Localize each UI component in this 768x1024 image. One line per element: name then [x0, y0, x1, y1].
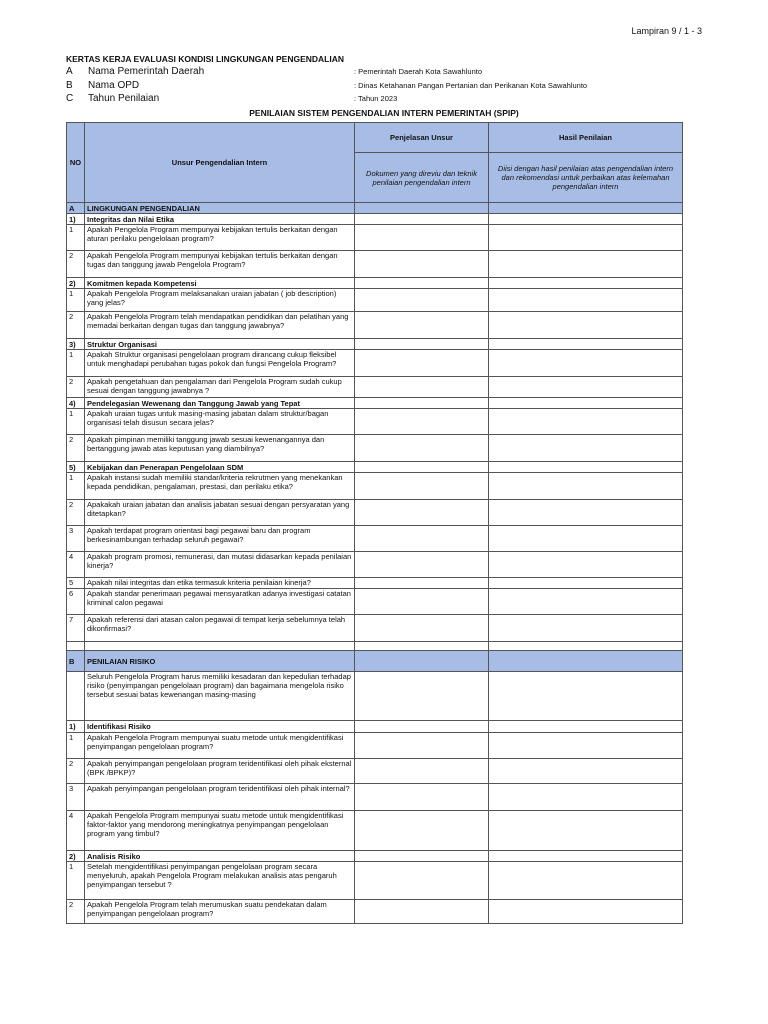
subsection-row — [67, 462, 683, 473]
row-penjelasan-cell — [355, 672, 489, 721]
table-row — [67, 409, 683, 435]
table-body — [67, 203, 683, 924]
row-penjelasan-cell — [355, 552, 489, 578]
table-row — [67, 435, 683, 462]
row-penjelasan-cell — [355, 350, 489, 377]
header-hasil-sub: Diisi dengan hasil penilaian atas pengendalian intern dan rekomendasi untuk perbaikan atas kelemahan pengendalian intern — [489, 153, 683, 203]
row-hasil-cell — [489, 651, 683, 672]
row-penjelasan-cell — [355, 462, 489, 473]
row-hasil-cell — [489, 473, 683, 500]
row-no: 2 — [67, 500, 85, 526]
row-penjelasan-cell — [355, 225, 489, 251]
row-penjelasan-cell — [355, 526, 489, 552]
row-penjelasan-cell — [355, 409, 489, 435]
row-hasil-cell — [489, 642, 683, 651]
row-no: 2 — [67, 900, 85, 924]
subsection-row — [67, 278, 683, 289]
table-row — [67, 784, 683, 811]
row-hasil-cell — [489, 500, 683, 526]
meta-label: Nama OPD — [88, 80, 140, 91]
table-row — [67, 473, 683, 500]
row-text: Setelah mengidentifikasi penyimpangan pengelolaan program secara menyeluruh, apakah Pengelola Program melakukan analisis atas pengaruh penyimpangan tersebut ? — [85, 862, 355, 900]
meta-value: : Pemerintah Daerah Kota Sawahlunto — [354, 67, 482, 76]
meta-key: C — [66, 93, 74, 104]
header-penjelasan-sub: Dokumen yang direviu dan teknik penilaian pengendalian intern — [355, 153, 489, 203]
row-text: LINGKUNGAN PENGENDALIAN — [85, 203, 355, 214]
row-no: 7 — [67, 615, 85, 642]
row-no: 1 — [67, 409, 85, 435]
row-hasil-cell — [489, 721, 683, 733]
row-no: 2) — [67, 851, 85, 862]
row-text: Apakakah uraian jabatan dan analisis jabatan sesuai dengan persyaratan yang ditetapkan? — [85, 500, 355, 526]
row-text: Integritas dan Nilai Etika — [85, 214, 355, 225]
table-row — [67, 589, 683, 615]
row-hasil-cell — [489, 278, 683, 289]
table-row — [67, 312, 683, 339]
row-text: Komitmen kepada Kompetensi — [85, 278, 355, 289]
row-hasil-cell — [489, 615, 683, 642]
row-penjelasan-cell — [355, 811, 489, 851]
row-penjelasan-cell — [355, 278, 489, 289]
row-no: 1 — [67, 862, 85, 900]
row-text — [85, 642, 355, 651]
table-row — [67, 251, 683, 278]
subsection-row — [67, 339, 683, 350]
row-penjelasan-cell — [355, 651, 489, 672]
row-no: 1) — [67, 721, 85, 733]
row-text: Kebijakan dan Penerapan Pengelolaan SDM — [85, 462, 355, 473]
document-title: KERTAS KERJA EVALUASI KONDISI LINGKUNGAN PENGENDALIAN — [66, 54, 344, 64]
meta-value: : Dinas Ketahanan Pangan Pertanian dan Perikanan Kota Sawahlunto — [354, 81, 588, 90]
row-no: A — [67, 203, 85, 214]
row-penjelasan-cell — [355, 642, 489, 651]
row-text: Identifikasi Risiko — [85, 721, 355, 733]
row-penjelasan-cell — [355, 578, 489, 589]
row-no: 6 — [67, 589, 85, 615]
lampiran-label: Lampiran 9 / 1 - 3 — [631, 26, 702, 36]
row-hasil-cell — [489, 578, 683, 589]
row-text: Apakah terdapat program orientasi bagi pegawai baru dan program berkesinambungan terhadap seluruh pegawai? — [85, 526, 355, 552]
table-row — [67, 578, 683, 589]
row-hasil-cell — [489, 672, 683, 721]
header-penjelasan: Penjelasan Unsur — [355, 123, 489, 153]
row-no: 1 — [67, 289, 85, 312]
row-no — [67, 672, 85, 721]
table-row — [67, 500, 683, 526]
row-hasil-cell — [489, 377, 683, 398]
row-penjelasan-cell — [355, 203, 489, 214]
row-hasil-cell — [489, 589, 683, 615]
row-text: Analisis Risiko — [85, 851, 355, 862]
row-text: Apakah program promosi, remunerasi, dan mutasi didasarkan kepada penilaian kinerja? — [85, 552, 355, 578]
row-text: Apakah Pengelola Program telah mendapatkan pendidikan dan pelatihan yang memadai berkaitan dengan tugas dan tanggung jawabnya? — [85, 312, 355, 339]
row-no: 1 — [67, 733, 85, 759]
row-text: Apakah referensi dari atasan calon pegawai di tempat kerja sebelumnya telah dikonfirmasi? — [85, 615, 355, 642]
row-hasil-cell — [489, 851, 683, 862]
header-hasil: Hasil Penilaian — [489, 123, 683, 153]
row-penjelasan-cell — [355, 251, 489, 278]
row-no: 4 — [67, 811, 85, 851]
row-text: Apakah Pengelola Program mempunyai kebijakan tertulis berkaitan dengan aturan perilaku pengelolaan program? — [85, 225, 355, 251]
table-row — [67, 225, 683, 251]
row-penjelasan-cell — [355, 339, 489, 350]
row-hasil-cell — [489, 251, 683, 278]
row-penjelasan-cell — [355, 435, 489, 462]
row-no: 1 — [67, 225, 85, 251]
meta-row-a — [66, 66, 204, 77]
table-row — [67, 862, 683, 900]
row-text: Apakah instansi sudah memiliki standar/kriteria rekrutmen yang menekankan kepada pendidikan, pengalaman, prestasi, dan perilaku etika? — [85, 473, 355, 500]
table-row — [67, 615, 683, 642]
row-penjelasan-cell — [355, 589, 489, 615]
row-no: 4 — [67, 552, 85, 578]
row-hasil-cell — [489, 289, 683, 312]
row-text: Struktur Organisasi — [85, 339, 355, 350]
row-penjelasan-cell — [355, 900, 489, 924]
row-penjelasan-cell — [355, 733, 489, 759]
table-row — [67, 526, 683, 552]
row-text: Apakah Pengelola Program mempunyai suatu metode untuk mengidentifikasi penyimpangan pengelolaan program? — [85, 733, 355, 759]
row-penjelasan-cell — [355, 377, 489, 398]
table-row — [67, 811, 683, 851]
row-hasil-cell — [489, 462, 683, 473]
meta-key: B — [66, 80, 73, 91]
meta-row-c — [66, 93, 159, 104]
row-text: Apakah Pengelola Program telah merumuskan suatu pendekatan dalam penyimpangan pengelolaan program? — [85, 900, 355, 924]
row-hasil-cell — [489, 435, 683, 462]
row-penjelasan-cell — [355, 500, 489, 526]
row-hasil-cell — [489, 409, 683, 435]
subsection-row — [67, 851, 683, 862]
row-no: 3 — [67, 526, 85, 552]
table-row — [67, 350, 683, 377]
row-no — [67, 642, 85, 651]
row-text: Apakah standar penerimaan pegawai mensyaratkan adanya investigasi catatan kriminal calon pegawai — [85, 589, 355, 615]
row-no: 3 — [67, 784, 85, 811]
spip-title: PENILAIAN SISTEM PENGENDALIAN INTERN PEMERINTAH (SPIP) — [249, 108, 519, 118]
subsection-row — [67, 214, 683, 225]
table-row — [67, 672, 683, 721]
row-penjelasan-cell — [355, 784, 489, 811]
row-hasil-cell — [489, 203, 683, 214]
meta-key: A — [66, 66, 73, 77]
row-hasil-cell — [489, 900, 683, 924]
section-row — [67, 651, 683, 672]
row-penjelasan-cell — [355, 289, 489, 312]
row-text: Apakah uraian tugas untuk masing-masing jabatan dalam struktur/bagan organisasi telah disusun secara jelas? — [85, 409, 355, 435]
row-penjelasan-cell — [355, 214, 489, 225]
meta-label: Tahun Penilaian — [88, 93, 160, 104]
table-row — [67, 552, 683, 578]
table-row — [67, 289, 683, 312]
row-penjelasan-cell — [355, 721, 489, 733]
row-hasil-cell — [489, 733, 683, 759]
row-no: 1 — [67, 473, 85, 500]
row-no: 2 — [67, 251, 85, 278]
meta-row-b — [66, 80, 139, 91]
evaluation-table — [66, 122, 683, 924]
row-no: 2) — [67, 278, 85, 289]
row-no: 4) — [67, 398, 85, 409]
row-text: Apakah penyimpangan pengelolaan program teridentifikasi oleh pihak eksternal (BPK /BPKP)? — [85, 759, 355, 784]
row-hasil-cell — [489, 350, 683, 377]
table-row — [67, 900, 683, 924]
row-text: Apakah penyimpangan pengelolaan program teridentifikasi oleh pihak internal? — [85, 784, 355, 811]
row-no: B — [67, 651, 85, 672]
row-hasil-cell — [489, 862, 683, 900]
row-hasil-cell — [489, 339, 683, 350]
row-text: Apakah pimpinan memiliki tanggung jawab sesuai kewenangannya dan bertanggung jawab atas keputusan yang diambilnya? — [85, 435, 355, 462]
row-text: Pendelegasian Wewenang dan Tanggung Jawab yang Tepat — [85, 398, 355, 409]
row-no: 2 — [67, 435, 85, 462]
table-row — [67, 377, 683, 398]
meta-label: Nama Pemerintah Daerah — [88, 66, 205, 77]
row-hasil-cell — [489, 552, 683, 578]
row-text: Apakah Struktur organisasi pengelolaan program dirancang cukup fleksibel untuk menghadapi perubahan tugas pokok dan fungsi Pengelola Program? — [85, 350, 355, 377]
row-no: 5 — [67, 578, 85, 589]
row-penjelasan-cell — [355, 759, 489, 784]
row-text: Apakah pengetahuan dan pengalaman dari Pengelola Program sudah cukup sesuai dengan tanggung jawabnya ? — [85, 377, 355, 398]
row-no: 1 — [67, 350, 85, 377]
row-hasil-cell — [489, 214, 683, 225]
row-hasil-cell — [489, 398, 683, 409]
row-no: 2 — [67, 759, 85, 784]
row-penjelasan-cell — [355, 473, 489, 500]
row-penjelasan-cell — [355, 862, 489, 900]
table-row — [67, 642, 683, 651]
header-no: NO — [67, 123, 85, 203]
row-text: Apakah Pengelola Program mempunyai suatu metode untuk mengidentifikasi faktor-faktor yang mendorong meningkatnya penyimpangan pengelolaan program yang timbul? — [85, 811, 355, 851]
row-penjelasan-cell — [355, 398, 489, 409]
row-text: PENILAIAN RISIKO — [85, 651, 355, 672]
row-no: 1) — [67, 214, 85, 225]
row-hasil-cell — [489, 784, 683, 811]
row-hasil-cell — [489, 526, 683, 552]
subsection-row — [67, 398, 683, 409]
table-row — [67, 759, 683, 784]
row-text: Apakah nilai integritas dan etika termasuk kriteria penilaian kinerja? — [85, 578, 355, 589]
row-text: Apakah Pengelola Program mempunyai kebijakan tertulis berkaitan dengan tugas dan tanggung jawab Pengelola Program? — [85, 251, 355, 278]
row-penjelasan-cell — [355, 312, 489, 339]
row-hasil-cell — [489, 312, 683, 339]
meta-value: : Tahun 2023 — [354, 94, 398, 103]
header-unsur: Unsur Pengendalian Intern — [85, 123, 355, 203]
row-no: 2 — [67, 377, 85, 398]
row-text: Apakah Pengelola Program melaksanakan uraian jabatan ( job description) yang jelas? — [85, 289, 355, 312]
section-row — [67, 203, 683, 214]
row-no: 3) — [67, 339, 85, 350]
table-row — [67, 733, 683, 759]
row-hasil-cell — [489, 225, 683, 251]
row-hasil-cell — [489, 759, 683, 784]
row-penjelasan-cell — [355, 615, 489, 642]
row-text: Seluruh Pengelola Program harus memiliki kesadaran dan kepedulian terhadap risiko (penyimpangan pengelolaan program) dan bagaimana mengelola risiko tersebut sesuai batas kewenangan masing-masing — [85, 672, 355, 721]
row-hasil-cell — [489, 811, 683, 851]
subsection-row — [67, 721, 683, 733]
row-no: 5) — [67, 462, 85, 473]
row-penjelasan-cell — [355, 851, 489, 862]
row-no: 2 — [67, 312, 85, 339]
